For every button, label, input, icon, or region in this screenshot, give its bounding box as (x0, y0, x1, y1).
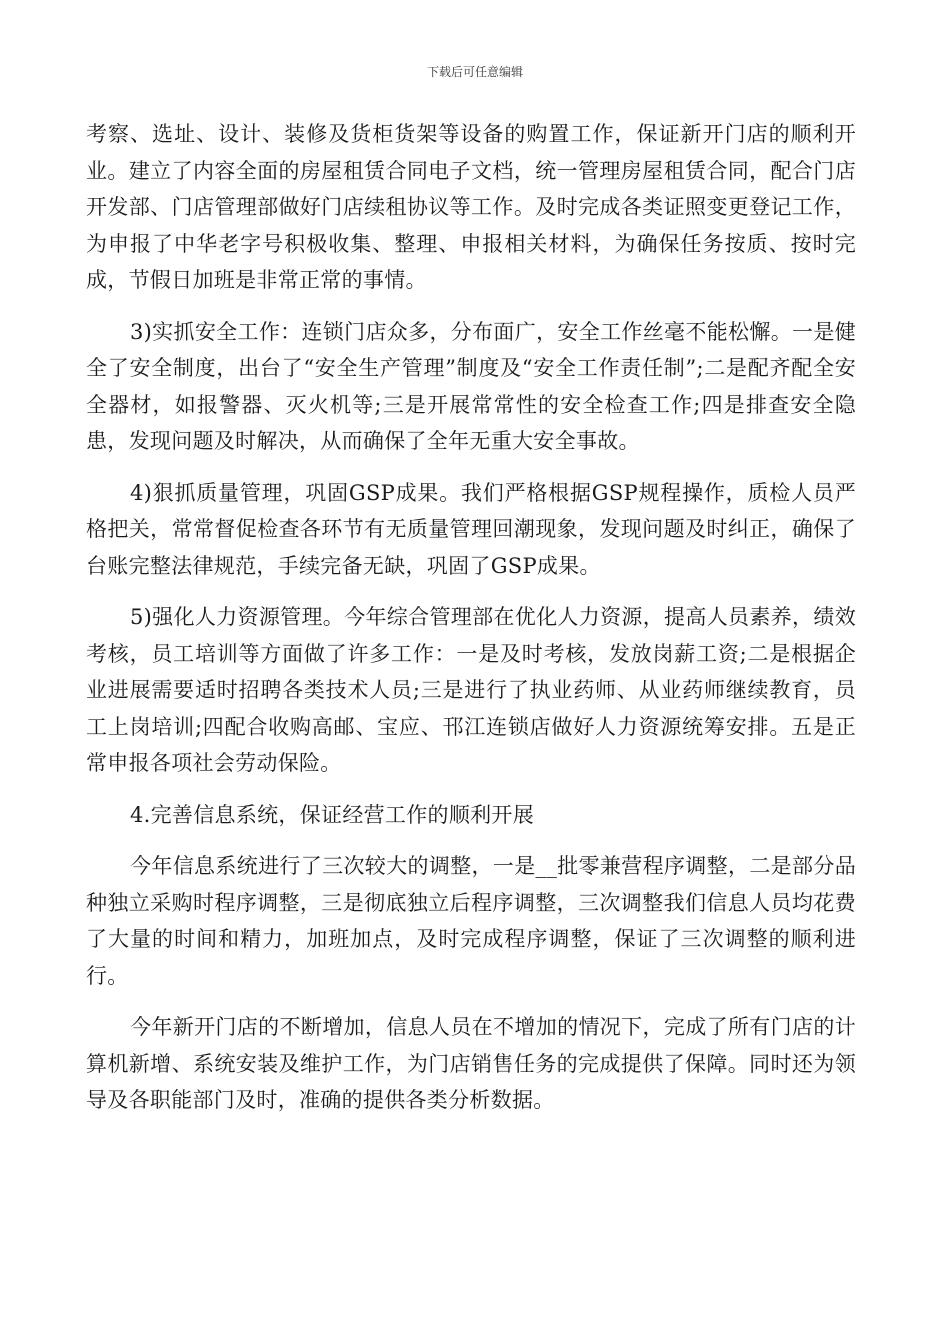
paragraph-hr-management: 5)强化人力资源管理。今年综合管理部在优化人力资源，提高人员素养，绩效考核，员工培训等方面做了许多工作：一是及时考核，发放岗薪工资;二是根据企业进展需要适时招聘各类技术人员;三是进行了执业药师、从业药师继续教育，员工上岗培训;四配合收购高邮、宝应、邗江连锁店做好人力资源统筹安排。五是正常申报各项社会劳动保险。 (86, 605, 856, 775)
paragraph-new-stores-it: 今年新开门店的不断增加，信息人员在不增加的情况下，完成了所有门店的计算机新增、系统安装及维护工作，为门店销售任务的完成提供了保障。同时还为领导及各职能部门及时，准确的提供各类分析数据。 (86, 1015, 856, 1112)
section-heading-info-system: 4.完善信息系统，保证经营工作的顺利开展 (130, 802, 535, 827)
paragraph-store-setup: 考察、选址、设计、装修及货柜货架等设备的购置工作，保证新开门店的顺利开业。建立了内容全面的房屋租赁合同电子文档，统一管理房屋租赁合同，配合门店开发部、门店管理部做好门店续租协议等工作。及时完成各类证照变更登记工作，为申报了中华老字号积极收集、整理、申报相关材料，为确保任务按质、按时完成，节假日加班是非常正常的事情。 (86, 122, 856, 292)
page-header: 下载后可任意编辑 (426, 65, 523, 79)
paragraph-quality-management: 4)狠抓质量管理，巩固GSP成果。我们严格根据GSP规程操作，质检人员严格把关，常常督促检查各环节有无质量管理回潮现象，发现问题及时纠正，确保了台账完整法律规范，手续完备无缺，巩固了GSP成果。 (86, 480, 856, 578)
paragraph-safety-work: 3)实抓安全工作：连锁门店众多，分布面广，安全工作丝毫不能松懈。一是健全了安全制度，出台了“安全生产管理”制度及“安全工作责任制”;二是配齐配全安全器材，如报警器、灭火机等;三是开展常常性的安全检查工作;四是排查安全隐患，发现问题及时解决，从而确保了全年无重大安全事故。 (86, 319, 856, 453)
document-body (86, 116, 856, 1134)
paragraph-system-adjustments: 今年信息系统进行了三次较大的调整，一是__批零兼营程序调整，二是部分品种独立采购时程序调整，三是彻底独立后程序调整，三次调整我们信息人员均花费了大量的时间和精力，加班加点，及时完成程序调整，保证了三次调整的顺利进行。 (86, 854, 856, 988)
